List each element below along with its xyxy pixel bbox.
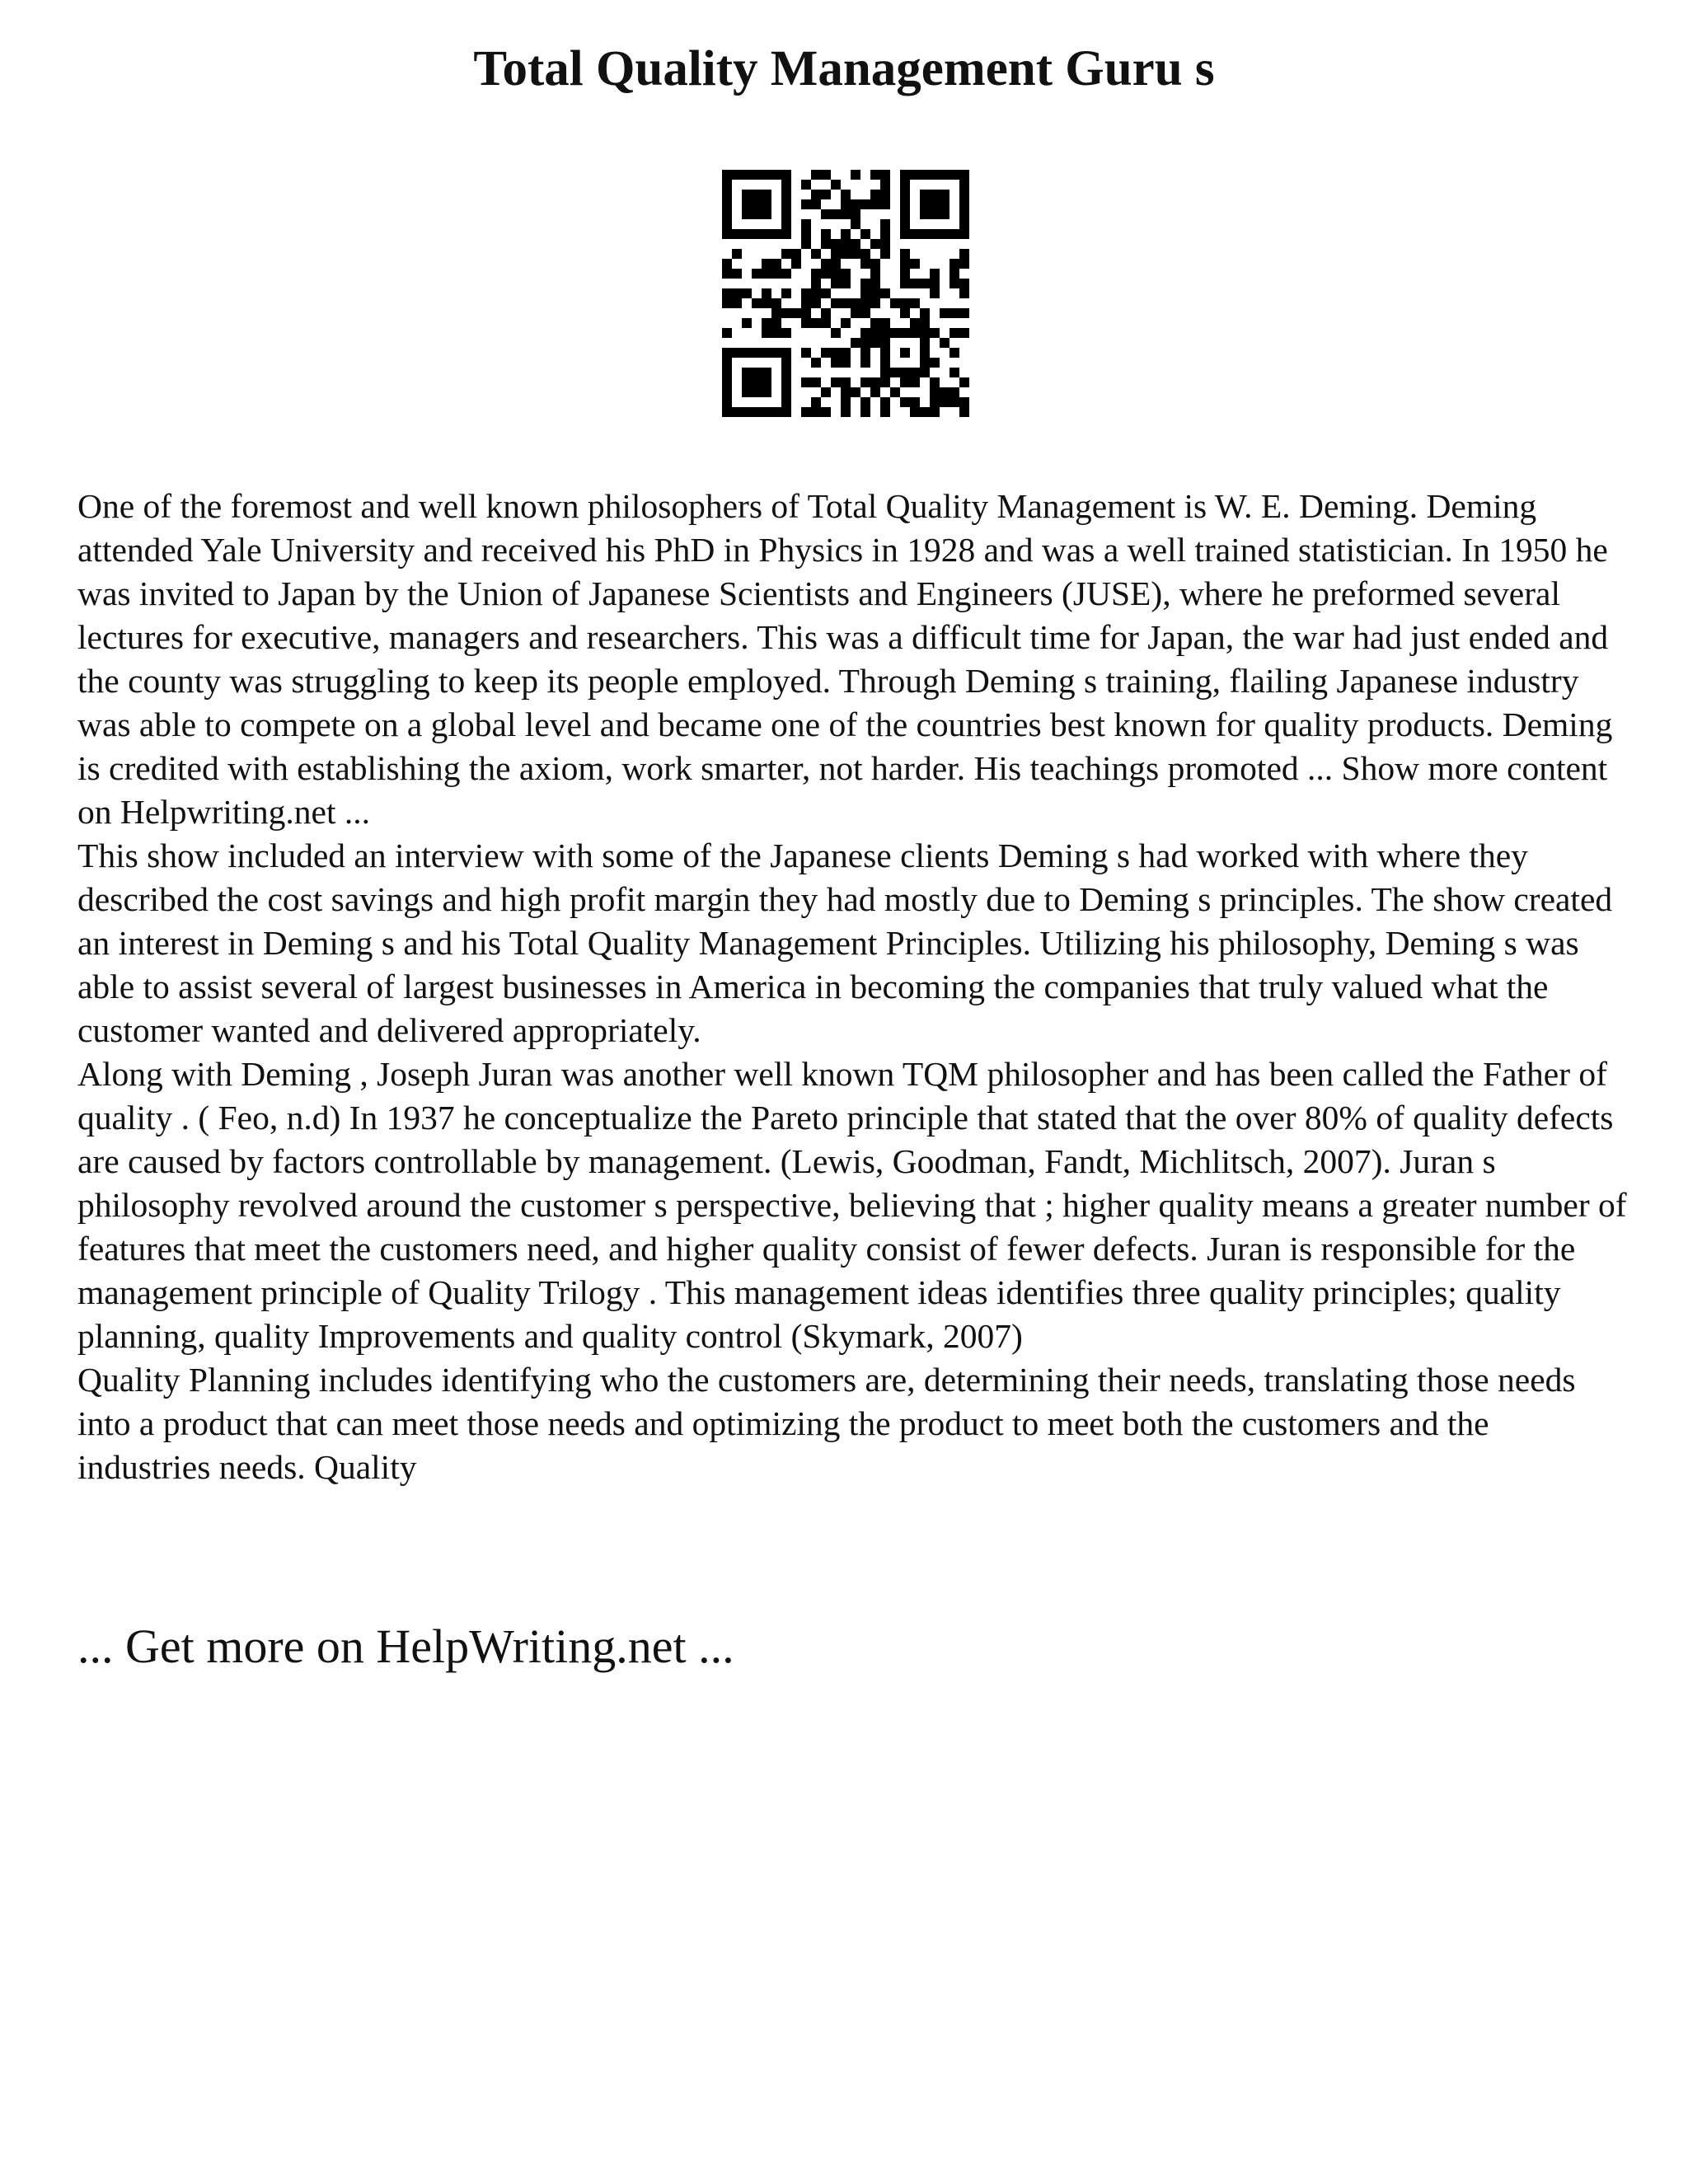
document-title: Total Quality Management Guru s [473, 41, 1215, 96]
paragraph-deming-intro: One of the foremost and well known philosophers of Total Quality Management is W. E. Deming. Deming attended Yale University and received his PhD in Physics in 1928 and was a well trained statistician. In 1950 he was invited to Japan by the Union of Japanese Scientists and Engineers (JUSE), where he preformed several lectures for executive, managers and researchers. This was a difficult time for Japan, the war had just ended and the county was struggling to keep its people employed. Through Deming s training, flailing Japanese industry was able to compete on a global level and became one of the countries best known for quality products. Deming is credited with establishing the axiom, work smarter, not harder. His teachings promoted ... Show more content on Helpwriting.net ... [77, 487, 1613, 831]
qr-code-icon [722, 170, 969, 417]
paragraph-quality-planning: Quality Planning includes identifying who the customers are, determining their needs, translating those needs into a product that can meet those needs and optimizing the product to meet both the customers and the industries needs. Quality [77, 1361, 1576, 1486]
paragraph-deming-show: This show included an interview with some of the Japanese clients Deming s had worked with where they described the cost savings and high profit margin they had mostly due to Deming s principles. The show created an interest in Deming s and his Total Quality Management Principles. Utilizing his philosophy, Deming s was able to assist several of largest businesses in America in becoming the companies that truly valued what the customer wanted and delivered appropriately. [77, 837, 1613, 1049]
article-body [77, 485, 1627, 1489]
paragraph-juran: Along with Deming , Joseph Juran was another well known TQM philosopher and has been called the Father of quality . ( Feo, n.d) In 1937 he conceptualize the Pareto principle that stated that the over 80% of quality defects are caused by factors controllable by management. (Lewis, Goodman, Fandt, Michlitsch, 2007). Juran s philosophy revolved around the customer s perspective, believing that ; higher quality means a greater number of features that meet the customers need, and higher quality consist of fewer defects. Juran is responsible for the management principle of Quality Trilogy . This management ideas identifies three quality principles; quality planning, quality Improvements and quality control (Skymark, 2007) [77, 1055, 1627, 1355]
get-more-link[interactable]: ... Get more on HelpWriting.net ... [77, 1619, 734, 1673]
